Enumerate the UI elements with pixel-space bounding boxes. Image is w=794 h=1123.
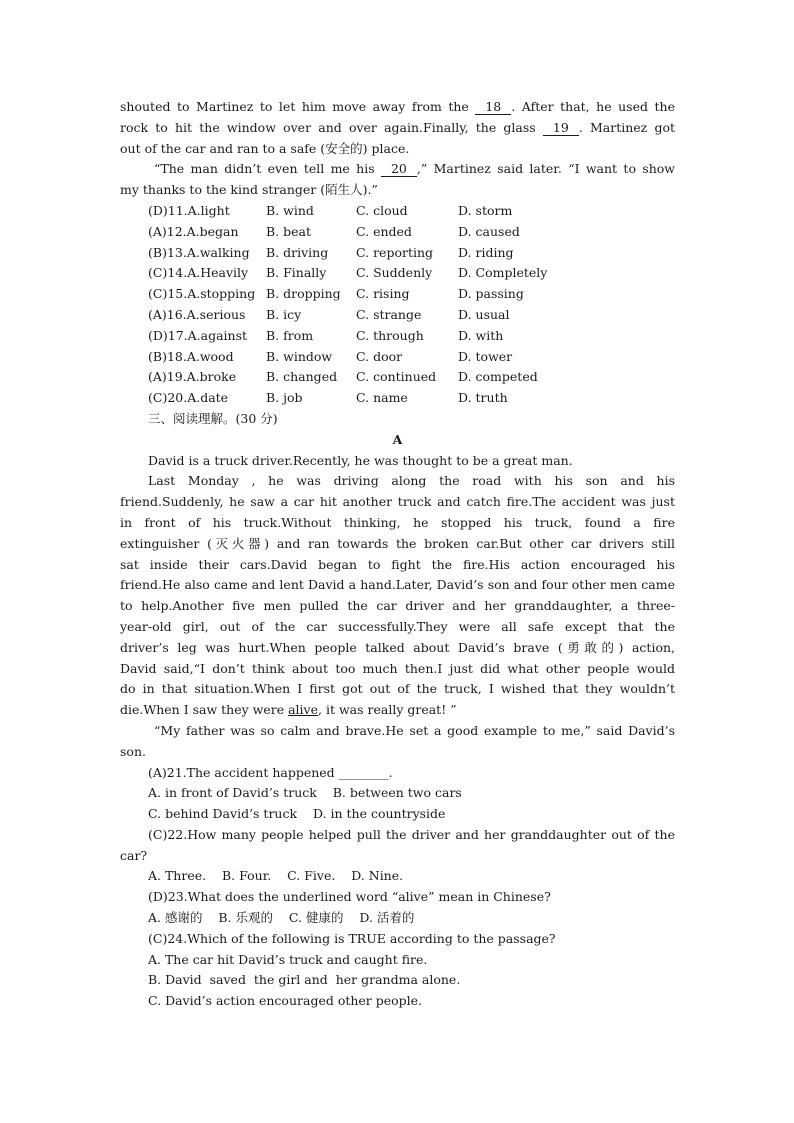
passage-line: to help.Another five men pulled the car driver and her granddaughter, a three- bbox=[120, 598, 675, 614]
question-22: (C)22.How many people helped pull the driver and her granddaughter out of the bbox=[148, 826, 675, 842]
cloze-answer-row bbox=[120, 347, 675, 368]
cloze-answer-row bbox=[120, 243, 675, 264]
underlined-word-alive: alive bbox=[288, 702, 319, 718]
option-d: D. truth bbox=[458, 390, 508, 406]
passage-line: do in that situation.When I first got out of the truck, I wished that they wouldn’t bbox=[120, 681, 675, 697]
passage-line: extinguisher (灭火器) and ran towards the broken car.But other car drivers still bbox=[120, 535, 675, 551]
question-24-option-a: A. The car hit David’s truck and caught fire. bbox=[148, 951, 428, 967]
option-b: B. icy bbox=[266, 306, 302, 322]
passage-line bbox=[120, 97, 675, 118]
text-run: shouted to Martinez to let him move away from the bbox=[120, 99, 476, 114]
text-run: . Martinez got bbox=[578, 119, 675, 135]
answer-blank-19: 19 bbox=[543, 121, 579, 136]
passage-line: son. bbox=[120, 743, 146, 759]
passage-line: Last Monday , he was driving along the road with his son and his bbox=[148, 473, 675, 489]
question-23-options: A. 感谢的 B. 乐观的 C. 健康的 D. 活着的 bbox=[148, 910, 415, 926]
option-b: B. job bbox=[266, 390, 303, 406]
reading-passage-a bbox=[120, 451, 675, 763]
option-b: B. from bbox=[266, 327, 314, 343]
option-b: B. driving bbox=[266, 244, 329, 260]
option-a: (B)13.A.walking bbox=[148, 244, 250, 260]
text-run: ,” Martinez said later. “I want to show bbox=[416, 161, 675, 177]
option-d: D. usual bbox=[458, 306, 510, 322]
worksheet-content bbox=[120, 97, 675, 1012]
option-a: (C)20.A.date bbox=[148, 390, 229, 406]
option-b: B. changed bbox=[266, 369, 338, 385]
passage-line bbox=[120, 118, 675, 139]
option-b: B. wind bbox=[266, 202, 314, 218]
option-c: C. name bbox=[356, 390, 408, 406]
option-c: C. continued bbox=[356, 369, 437, 385]
option-d: D. riding bbox=[458, 244, 514, 260]
question-24-option-c: C. David’s action encouraged other people. bbox=[148, 993, 423, 1009]
cloze-answer-row bbox=[120, 263, 675, 284]
question-22-continued: car? bbox=[120, 847, 148, 863]
option-c: C. Suddenly bbox=[356, 265, 433, 281]
option-d: D. storm bbox=[458, 202, 513, 218]
question-21-options: A. in front of David’s truck B. between two cars bbox=[148, 785, 462, 801]
option-a: (D)17.A.against bbox=[148, 327, 248, 343]
option-c: C. strange bbox=[356, 306, 422, 322]
passage-line: driver’s leg was hurt.When people talked about David’s brave (勇敢的) action, bbox=[120, 639, 675, 655]
option-a: (B)18.A.wood bbox=[148, 348, 234, 364]
passage-line: “My father was so calm and brave.He set a good example to me,” said David’s bbox=[154, 722, 675, 738]
passage-line bbox=[120, 700, 675, 721]
option-c: C. through bbox=[356, 327, 424, 343]
option-d: D. competed bbox=[458, 369, 538, 385]
option-c: C. reporting bbox=[356, 244, 434, 260]
question-22-options: A. Three. B. Four. C. Five. D. Nine. bbox=[148, 868, 404, 884]
option-a: (D)11.A.light bbox=[148, 202, 230, 218]
passage-line: in front of his truck.Without thinking, he stopped his truck, found a fire bbox=[120, 514, 675, 530]
cloze-answer-row bbox=[120, 388, 675, 409]
option-d: D. tower bbox=[458, 348, 513, 364]
option-c: C. ended bbox=[356, 223, 412, 239]
answer-blank-18: 18 bbox=[475, 100, 511, 115]
option-b: B. dropping bbox=[266, 286, 341, 302]
cloze-answer-row bbox=[120, 367, 675, 388]
option-b: B. window bbox=[266, 348, 333, 364]
option-b: B. beat bbox=[266, 223, 312, 239]
cloze-answer-row bbox=[120, 326, 675, 347]
question-23: (D)23.What does the underlined word “alive” mean in Chinese? bbox=[148, 889, 551, 905]
option-c: C. rising bbox=[356, 286, 410, 302]
option-d: D. caused bbox=[458, 223, 520, 239]
text-run: “The man didn’t even tell me his bbox=[154, 161, 381, 177]
question-21: (A)21.The accident happened ________. bbox=[148, 764, 393, 780]
option-d: D. Completely bbox=[458, 265, 548, 281]
option-b: B. Finally bbox=[266, 265, 327, 281]
question-21-options: C. behind David’s truck D. in the countryside bbox=[148, 806, 446, 822]
cloze-answer-list bbox=[120, 201, 675, 409]
passage-line: year-old girl, out of the car successfully.They were all safe except that the bbox=[120, 618, 675, 634]
option-a: (A)16.A.serious bbox=[148, 306, 246, 322]
passage-line: out of the car and ran to a safe (安全的) place. bbox=[120, 140, 410, 156]
passage-line: David said,“I don’t think about too much then.I just did what other people would bbox=[120, 660, 675, 676]
option-d: D. with bbox=[458, 327, 504, 343]
section-heading: 三、阅读理解。(30 分) bbox=[148, 410, 278, 426]
option-c: C. cloud bbox=[356, 202, 408, 218]
passage-line: friend.Suddenly, he saw a car hit another truck and catch fire.The accident was just bbox=[120, 494, 675, 510]
passage-line bbox=[120, 159, 675, 180]
cloze-answer-row bbox=[120, 284, 675, 305]
option-a: (C)15.A.stopping bbox=[148, 286, 256, 302]
option-d: D. passing bbox=[458, 286, 524, 302]
passage-line: sat inside their cars.David began to fight the fire.His action encouraged his bbox=[120, 556, 675, 572]
question-24: (C)24.Which of the following is TRUE according to the passage? bbox=[148, 930, 556, 946]
text-run: die.When I saw they were bbox=[120, 702, 289, 718]
passage-letter: A bbox=[392, 431, 403, 447]
option-a: (A)12.A.began bbox=[148, 223, 239, 239]
cloze-answer-row bbox=[120, 201, 675, 222]
text-run: rock to hit the window over and over again.Finally, the glass bbox=[120, 119, 543, 135]
option-c: C. door bbox=[356, 348, 403, 364]
question-list bbox=[120, 763, 675, 1013]
text-run: , it was really great! ” bbox=[318, 702, 457, 718]
question-24-option-b: B. David saved the girl and her grandma alone. bbox=[148, 972, 461, 988]
passage-line: David is a truck driver.Recently, he was thought to be a great man. bbox=[148, 452, 573, 468]
option-a: (C)14.A.Heavily bbox=[148, 265, 249, 281]
cloze-answer-row bbox=[120, 222, 675, 243]
passage-line: friend.He also came and lent David a hand.Later, David’s son and four other men came bbox=[120, 577, 675, 593]
answer-blank-20: 20 bbox=[381, 162, 417, 177]
passage-line: my thanks to the kind stranger (陌生人).” bbox=[120, 182, 378, 198]
text-run: . After that, he used the bbox=[511, 99, 675, 114]
option-a: (A)19.A.broke bbox=[148, 369, 237, 385]
cloze-answer-row bbox=[120, 305, 675, 326]
